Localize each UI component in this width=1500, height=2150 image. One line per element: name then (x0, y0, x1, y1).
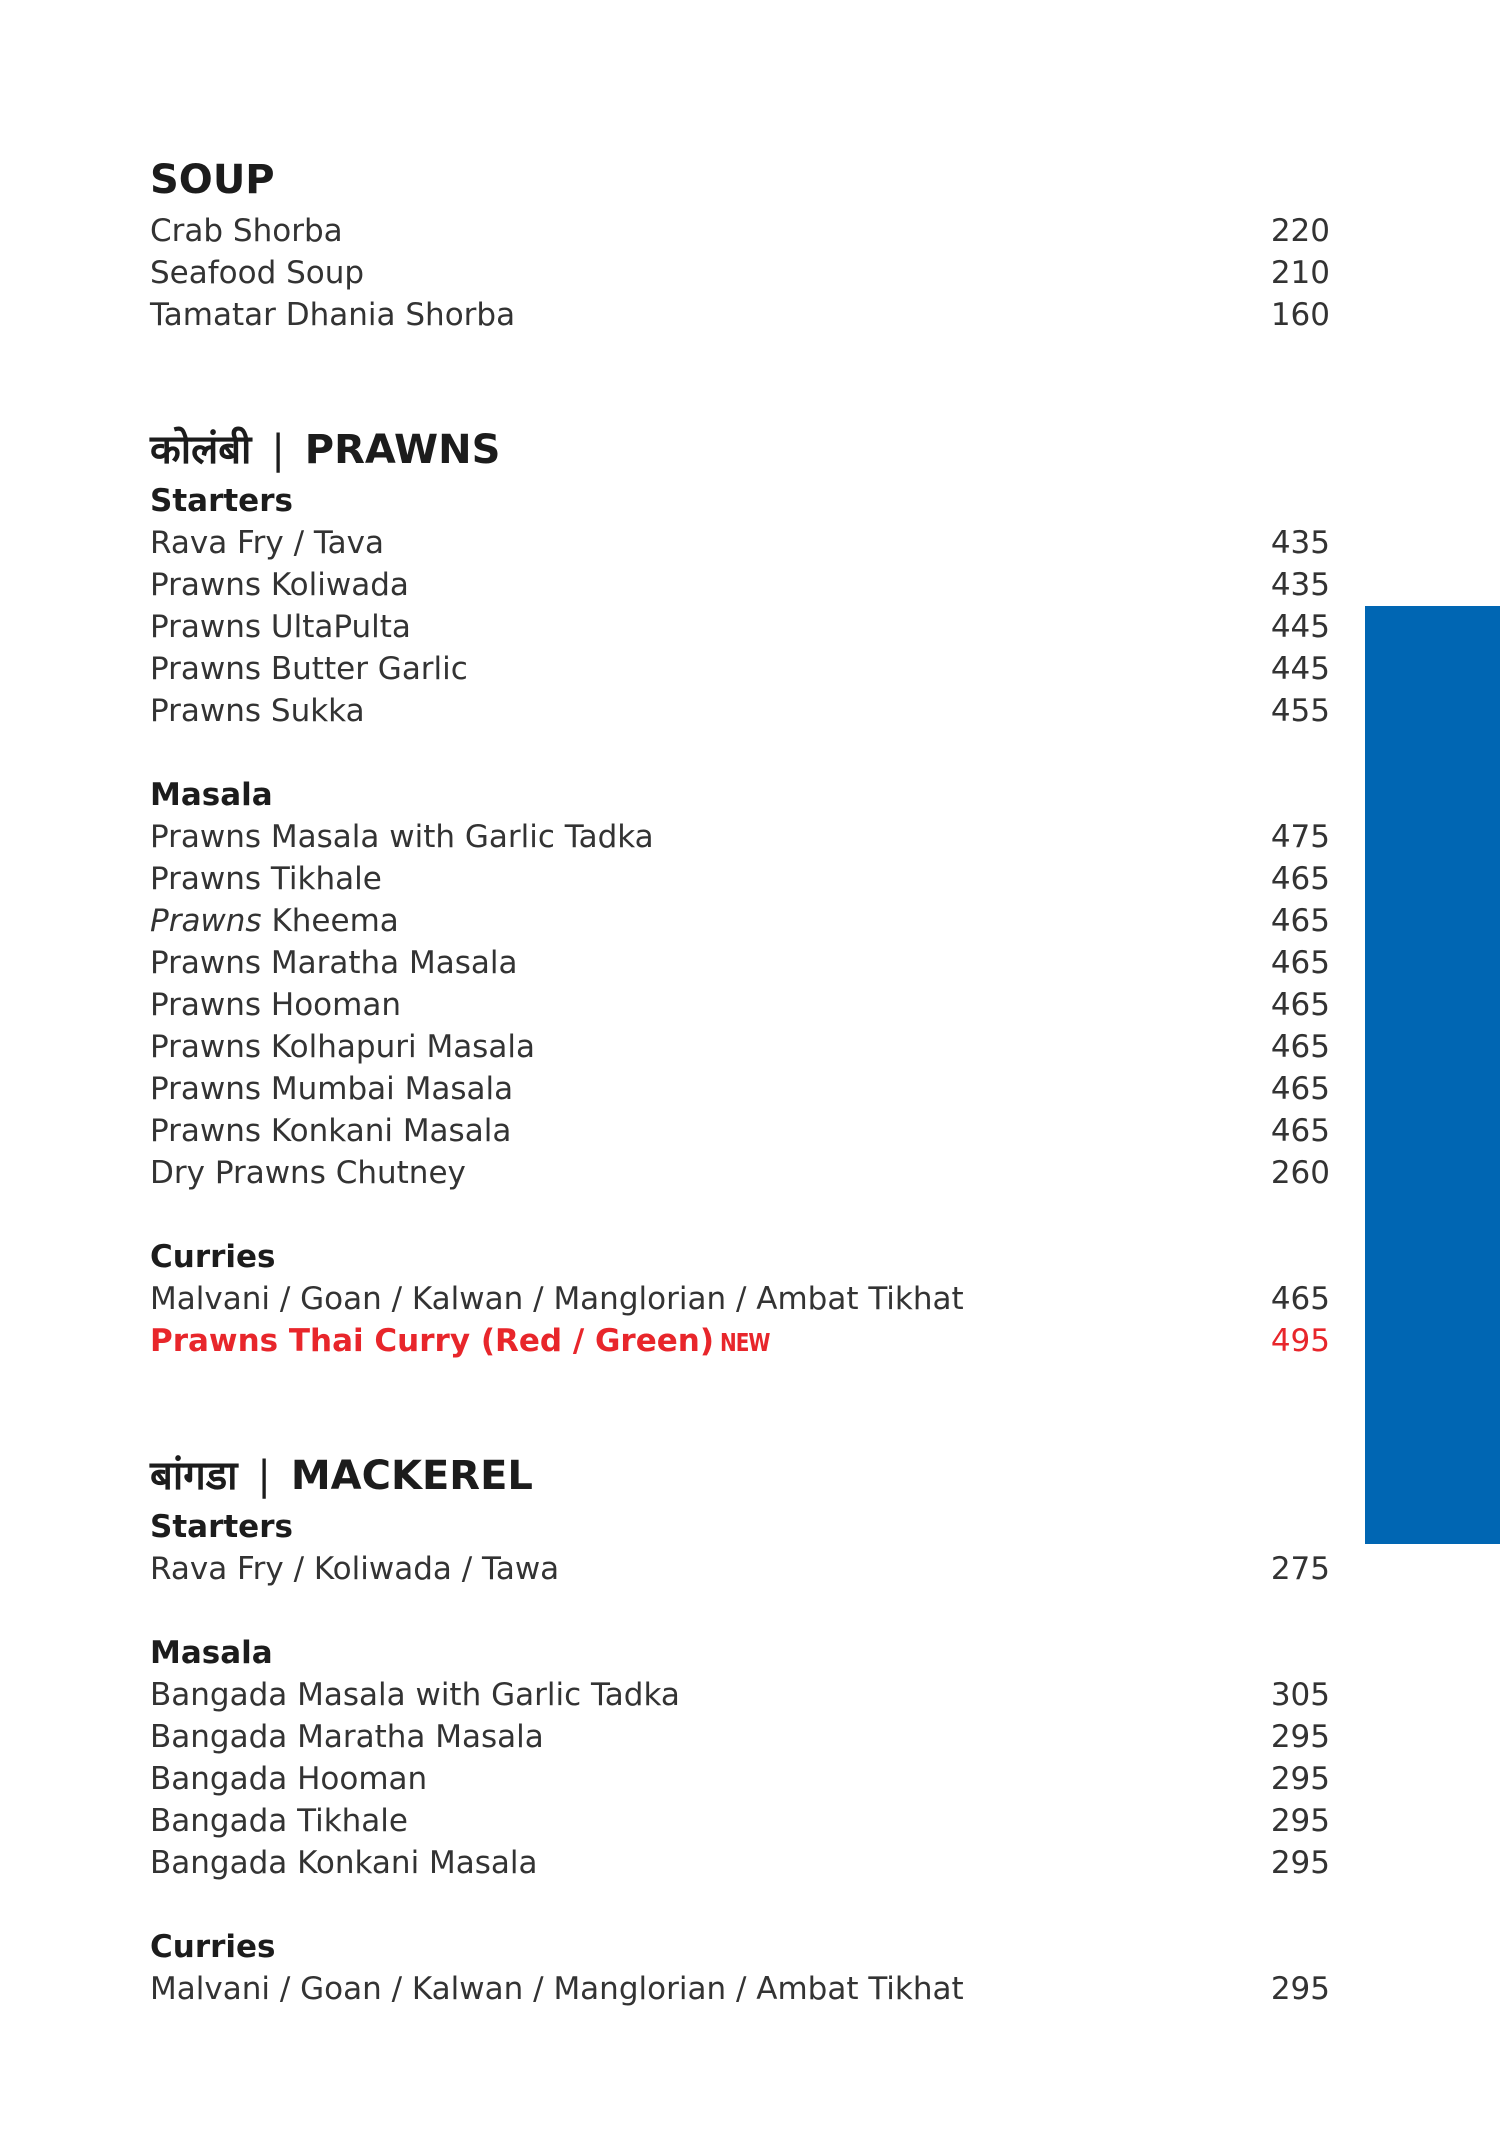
menu-item (150, 210, 1330, 252)
group-title-prawns-starters: Starters (150, 483, 293, 519)
item-price: 275 (1270, 1551, 1330, 1587)
menu-item (150, 1842, 1330, 1884)
item-price: 260 (1270, 1155, 1330, 1191)
menu-item (150, 816, 1330, 858)
menu-item-highlighted (150, 1320, 1330, 1362)
item-name: Prawns Koliwada (150, 567, 409, 603)
item-price: 465 (1270, 1029, 1330, 1065)
menu-item (150, 1716, 1330, 1758)
item-price: 445 (1270, 609, 1330, 645)
item-name: Rava Fry / Tava (150, 525, 385, 561)
menu-item (150, 1026, 1330, 1068)
section-title-mackerel-local: बांगडा (150, 1453, 238, 1499)
group-title-mackerel-curries: Curries (150, 1929, 276, 1965)
item-price: 465 (1270, 1071, 1330, 1107)
item-name: Dry Prawns Chutney (150, 1155, 466, 1191)
section-title-soup-text: SOUP (150, 157, 275, 203)
spacer (150, 336, 1330, 420)
item-name: Prawns Hooman (150, 987, 401, 1023)
item-price: 495 (1270, 1323, 1330, 1359)
item-name: Seafood Soup (150, 255, 365, 291)
item-name: Prawns Butter Garlic (150, 651, 468, 687)
menu-item (150, 564, 1330, 606)
menu-item (150, 648, 1330, 690)
section-mackerel (150, 1446, 1330, 2010)
menu-item (150, 252, 1330, 294)
section-title-soup (150, 150, 1330, 210)
item-price: 305 (1270, 1677, 1330, 1713)
menu-item (150, 606, 1330, 648)
section-title-prawns-text: PRAWNS (304, 427, 501, 473)
menu-item (150, 900, 1330, 942)
item-price: 465 (1270, 1113, 1330, 1149)
item-name: Prawns Mumbai Masala (150, 1071, 514, 1107)
item-price: 435 (1270, 525, 1330, 561)
menu-item (150, 1800, 1330, 1842)
group-title-mackerel-starters: Starters (150, 1509, 293, 1545)
menu-item (150, 1152, 1330, 1194)
menu-item (150, 294, 1330, 336)
group-title-mackerel-masala: Masala (150, 1635, 273, 1671)
item-price: 465 (1270, 1281, 1330, 1317)
item-price: 465 (1270, 903, 1330, 939)
side-tab-blue (1365, 606, 1500, 1544)
new-badge: NEW (720, 1327, 770, 1357)
item-name: Prawns Kolhapuri Masala (150, 1029, 535, 1065)
item-price: 475 (1270, 819, 1330, 855)
item-name: Malvani / Goan / Kalwan / Manglorian / Ambat Tikhat (150, 1971, 964, 2007)
item-price: 295 (1270, 1761, 1330, 1797)
item-name: Prawns Maratha Masala (150, 945, 518, 981)
item-price: 295 (1270, 1803, 1330, 1839)
menu-item (150, 1110, 1330, 1152)
item-name: Crab Shorba (150, 213, 343, 249)
item-name: Bangada Hooman (150, 1761, 428, 1797)
item-name: Bangada Konkani Masala (150, 1845, 538, 1881)
menu-item (150, 522, 1330, 564)
section-title-prawns (150, 420, 1330, 480)
item-price: 465 (1270, 945, 1330, 981)
item-price: 435 (1270, 567, 1330, 603)
menu-item (150, 1674, 1330, 1716)
menu-item (150, 1068, 1330, 1110)
item-price: 295 (1270, 1971, 1330, 2007)
menu-item (150, 942, 1330, 984)
item-name-rest: Kheema (261, 903, 399, 939)
item-name: Prawns Konkani Masala (150, 1113, 512, 1149)
item-name: Tamatar Dhania Shorba (150, 297, 516, 333)
spacer (150, 1590, 1330, 1632)
item-price: 295 (1270, 1845, 1330, 1881)
menu-item (150, 1968, 1330, 2010)
title-separator: | (271, 427, 285, 473)
item-price: 295 (1270, 1719, 1330, 1755)
item-name: Bangada Tikhale (150, 1803, 408, 1839)
section-title-mackerel-text: MACKEREL (290, 1453, 533, 1499)
menu-item (150, 1548, 1330, 1590)
item-price: 465 (1270, 987, 1330, 1023)
section-title-mackerel (150, 1446, 1330, 1506)
item-name: Bangada Masala with Garlic Tadka (150, 1677, 680, 1713)
item-price: 445 (1270, 651, 1330, 687)
item-name: Rava Fry / Koliwada / Tawa (150, 1551, 560, 1587)
spacer (150, 1884, 1330, 1926)
item-price: 210 (1270, 255, 1330, 291)
menu-item (150, 1278, 1330, 1320)
item-price: 465 (1270, 861, 1330, 897)
item-name (150, 900, 399, 942)
menu-item (150, 858, 1330, 900)
spacer (150, 1194, 1330, 1236)
item-name: Prawns Tikhale (150, 861, 382, 897)
menu-item (150, 690, 1330, 732)
item-name-text: Prawns Thai Curry (Red / Green) (150, 1323, 715, 1359)
group-title-prawns-curries: Curries (150, 1239, 276, 1275)
spacer (150, 732, 1330, 774)
item-name: Prawns Masala with Garlic Tadka (150, 819, 654, 855)
group-title-prawns-masala: Masala (150, 777, 273, 813)
item-price: 160 (1270, 297, 1330, 333)
item-name: Prawns Sukka (150, 693, 365, 729)
menu-item (150, 1758, 1330, 1800)
item-price: 455 (1270, 693, 1330, 729)
item-name (150, 1320, 769, 1363)
section-title-prawns-local: कोलंबी (150, 427, 252, 473)
section-prawns (150, 420, 1330, 1362)
item-name: Malvani / Goan / Kalwan / Manglorian / Ambat Tikhat (150, 1281, 964, 1317)
item-name: Prawns UltaPulta (150, 609, 411, 645)
menu-page (150, 150, 1330, 2010)
item-price: 220 (1270, 213, 1330, 249)
spacer (150, 1362, 1330, 1446)
item-name: Bangada Maratha Masala (150, 1719, 544, 1755)
item-name-italic: Prawns (150, 903, 262, 939)
section-soup (150, 150, 1330, 336)
title-separator: | (257, 1453, 271, 1499)
menu-item (150, 984, 1330, 1026)
